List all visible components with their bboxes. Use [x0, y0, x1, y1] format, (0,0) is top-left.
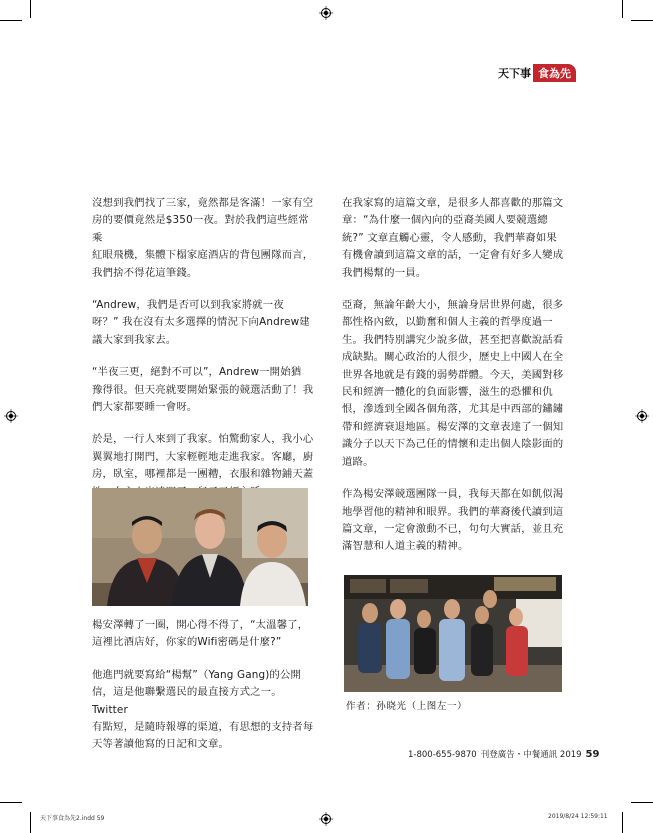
registration-mark-icon [319, 6, 333, 20]
crop-mark [622, 0, 623, 18]
paragraph: 楊安澤轉了一圈，開心得不得了，“太溫馨了， 這裡比酒店好，你家的Wifi密碼是什麼?” [92, 619, 309, 649]
footer-phone: 1-800-655-9870 [408, 750, 477, 760]
paragraph: 他進門就要寫給“楊幫”（Yang Gang)的公開 信，這是他聯繫選民的最直接方式之一。Twitter 有點短，是隨時報導的渠道，有思想的支持者每 天等著讀他寫的日記和文章。 [92, 668, 314, 751]
section-badge: 食為先 [533, 64, 576, 82]
paragraph: “Andrew，我們是否可以到我家將就一夜 呀？” 我在沒有太多選擇的情況下向Andrew建 議大家到我家去。 [92, 299, 310, 346]
slug-timestamp: 2019/8/24 12:59:11 [548, 813, 608, 820]
slug-file: 天下事食為先2.indd 59 [40, 815, 105, 822]
registration-mark-icon [319, 812, 333, 826]
page-footer [408, 748, 599, 760]
section-header [494, 64, 576, 82]
crop-mark [30, 812, 31, 833]
paragraph: 在我家寫的這篇文章，是很多人都喜歡的那篇文 章：“為什麼一個內向的亞裔美國人要競選總 統?” 文章直觸心靈，令人感動，我們華裔如果 有機會讀到這篇文章的話，一定會有好多人變成 我們楊幫的一員。 [342, 197, 564, 279]
photo-group-restaurant [344, 575, 562, 692]
crop-mark [631, 20, 653, 21]
photo-three-men-restaurant [92, 488, 308, 606]
crop-mark [0, 802, 22, 803]
registration-mark-icon [4, 409, 18, 423]
paragraph: 作為楊安澤競選團隊一員，我每天都在如飢似渴 地學習他的精神和眼界。我們的華裔後代讀到這 篇文章，一定會激動不已，句句大實話，並且充 滿智慧和人道主義的精神。 [342, 488, 564, 553]
paragraph: 沒想到我們找了三家，竟然都是客滿！一家有空 房的要價竟然是$350一夜。對於我們這些經常乘 紅眼飛機，集體下榻家庭酒店的背包團隊而言， 我們捨不得花這筆錢。 [92, 197, 314, 279]
photo-caption: 作者：孙晓光（上图左一） [346, 701, 468, 712]
crop-mark [0, 20, 22, 21]
page-number: 59 [585, 749, 600, 760]
paragraph: 亞裔，無論年齡大小，無論身居世界何處，很多 都性格內斂，以勤奮和個人主義的哲學度過一 生。我們特別講究少說多做，甚至把喜歡說話看 成缺點。關心政治的人很少，歷史上中國人在全 世界各地就是有錢的弱勢群體。今天，美國對移 民和經濟一體化的負面影響，滋生的恐懼和仇 恨，滲透到全國各個角落，尤其是中西部的鏽鏽 帶和經濟衰退地區。楊安澤的文章表達了一個知 識分子以天下為己任的情懷和走出個人陰影面的 道路。 [342, 299, 564, 468]
section-title: 天下事 [498, 67, 531, 80]
article-right-column [342, 195, 568, 571]
crop-mark [30, 0, 31, 18]
article-left-column [92, 195, 314, 516]
article-left-column-continued [92, 617, 314, 769]
crop-mark [631, 802, 653, 803]
footer-publication: 刊登廣告・中餐通訊 2019 [480, 750, 582, 760]
paragraph: “半夜三更，絕對不可以”，Andrew一開始猶 豫得很。但天亮就要開始緊張的競選活動了！我 們大家都要睡一會呀。 [92, 366, 314, 414]
paragraph: 於是，一行人來到了我家。怕驚動家人，我小心 翼翼地打開門，大家輕輕地走進我家。客廳，廚 房，臥室，哪裡都是一團糟，衣服和雜物鋪天蓋 [92, 433, 314, 481]
registration-mark-icon [635, 409, 649, 423]
crop-mark [622, 812, 623, 833]
